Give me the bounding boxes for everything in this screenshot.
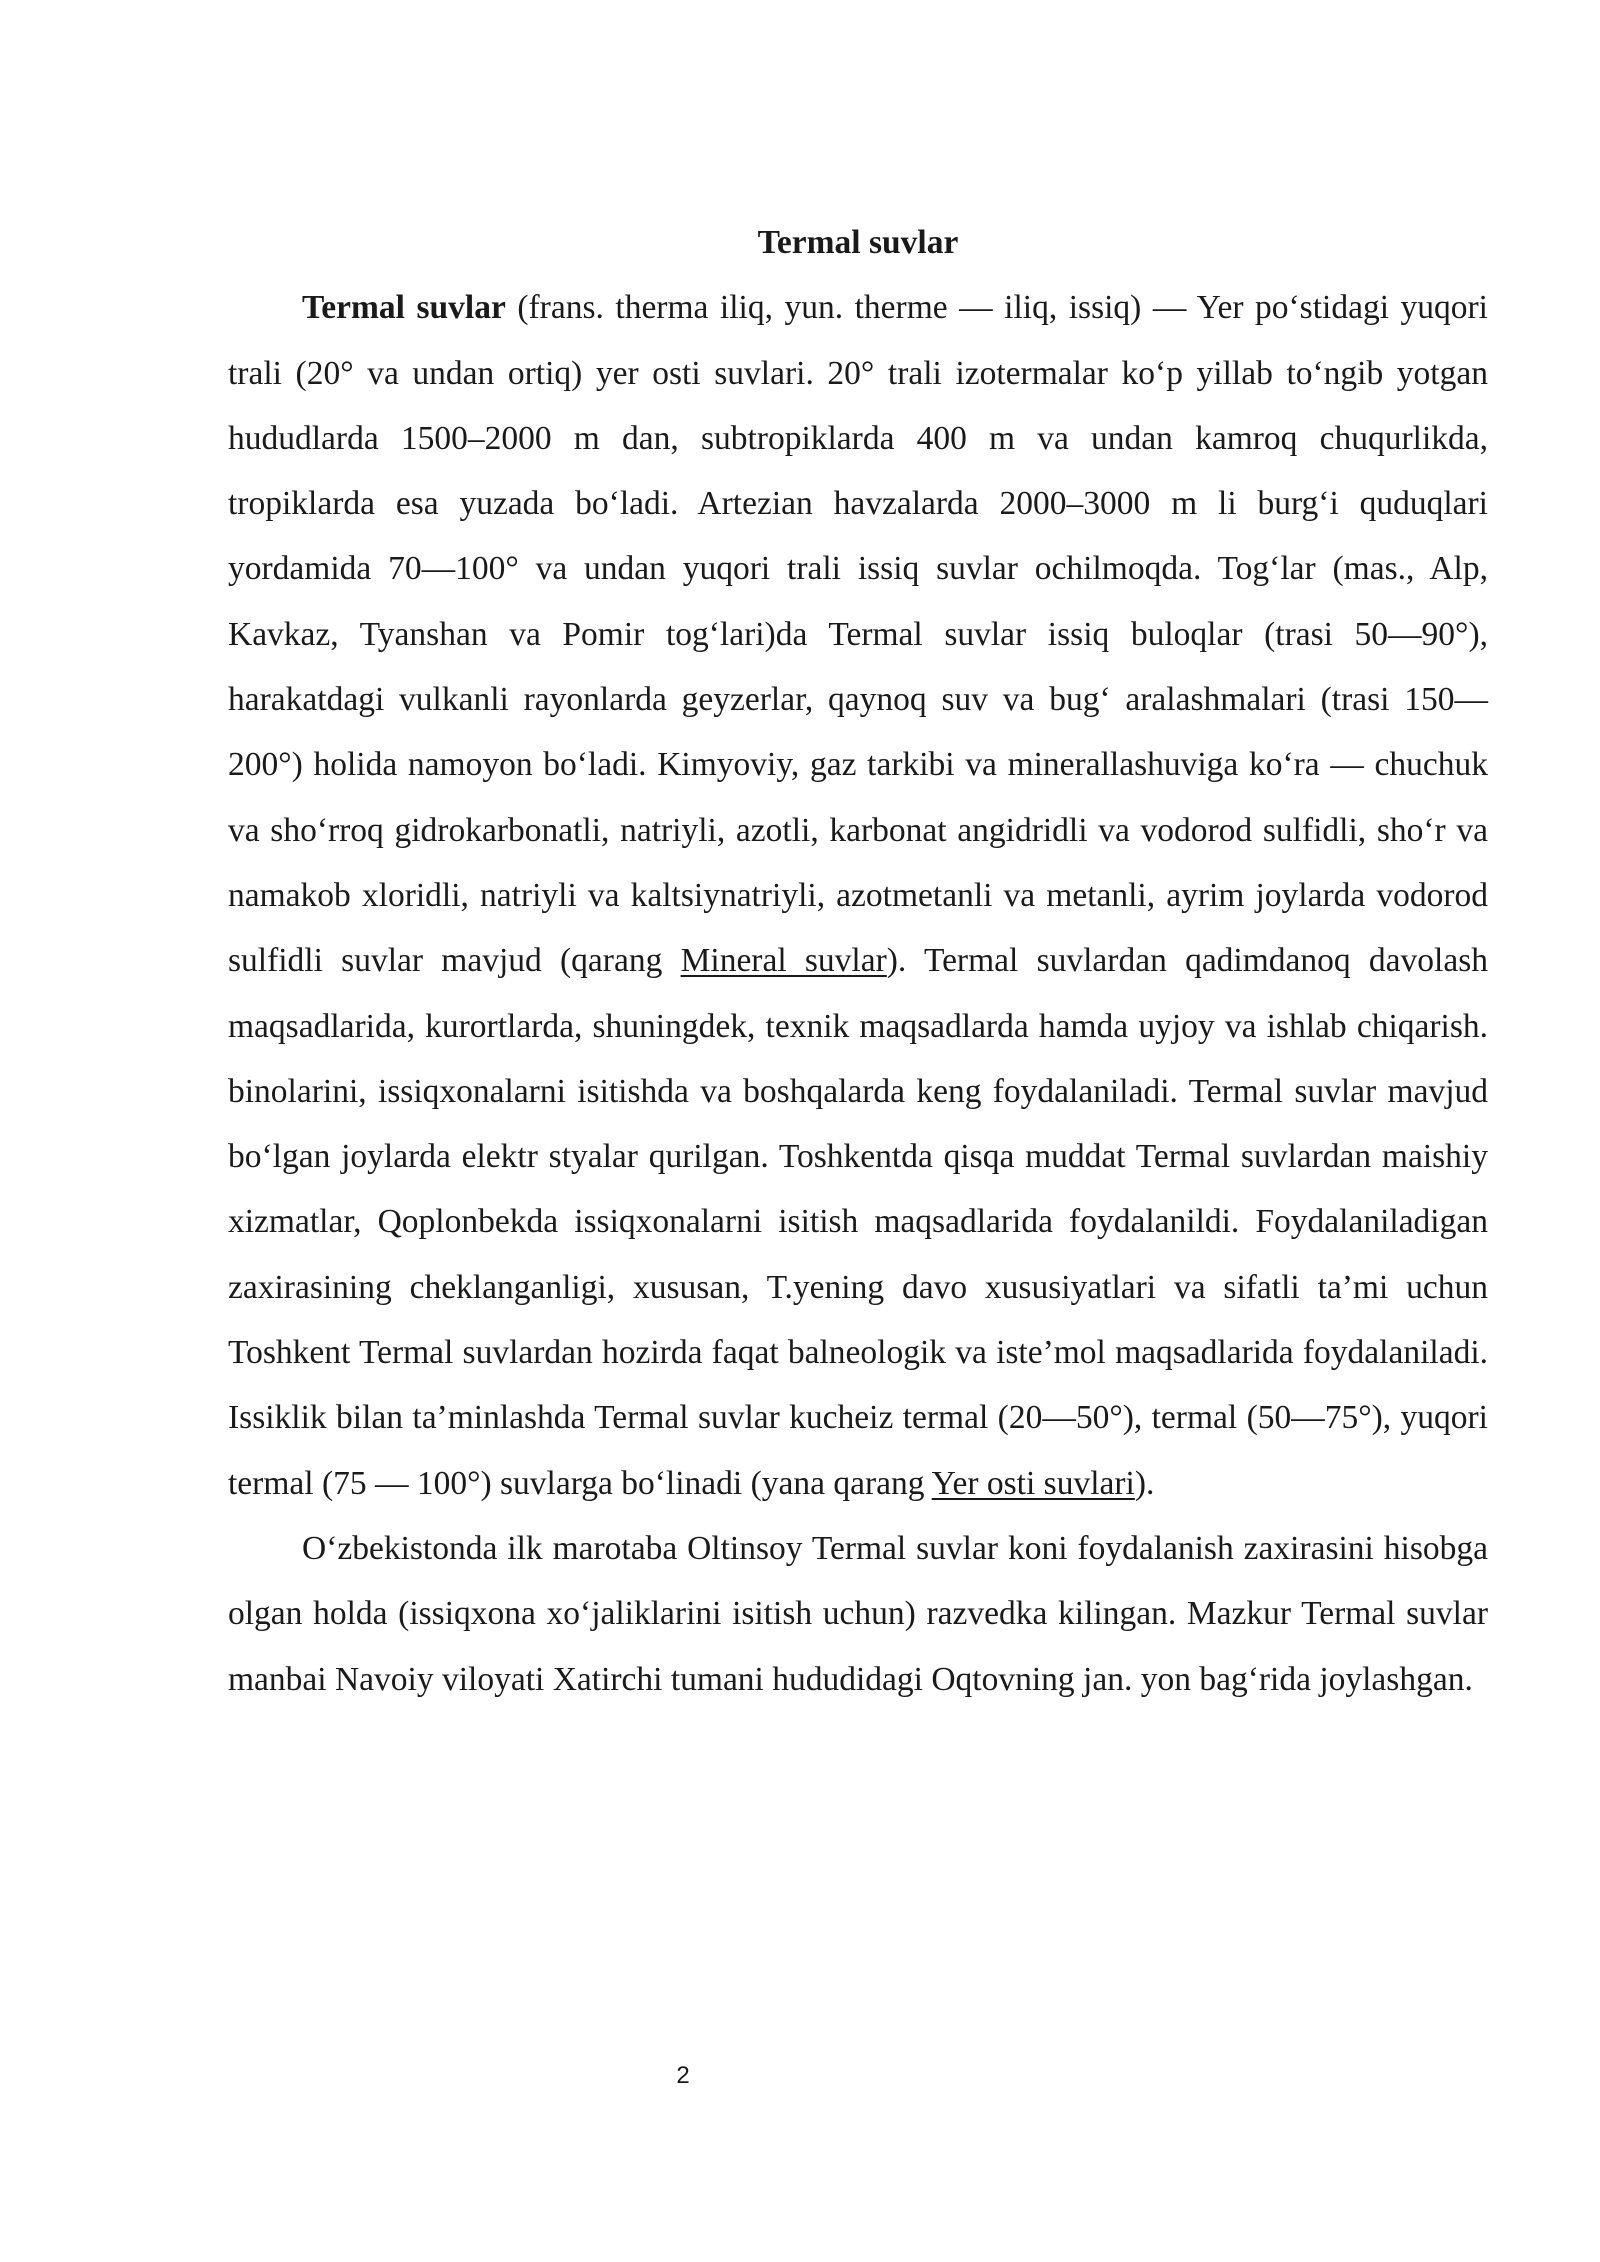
term-bold: Termal suvlar (302, 289, 506, 327)
paragraph-text-b: ). Termal suvlardan qadimdanoq davolash maqsadlarida, kurortlarda, shuningdek, texnik maqsadlarda hamda uyjoy va ishlab chiqarish. binolarini, issiqxonalarni isitishda va boshqalarda keng foydalaniladi. Termal suvlar mavjud bo‘lgan joylarda elektr styalar qurilgan. Toshkentda qisqa muddat Termal suvlardan maishiy xizmatlar, Qoplonbekda issiqxonalarni isitish maqsadlarida foydalanildi. Foydalaniladigan zaxirasining cheklanganligi, xususan, T.yening davo xususiyatlari va sifatli ta’mi uchun Toshkent Termal suvlardan hozirda faqat balneologik va iste’mol maqsadlarida foydalaniladi. Issiklik bilan ta’minlashda Termal suvlar kucheiz termal (20—50°), termal (50—75°), yuqori termal (75 — 100°) suvlarga bo‘linadi (yana qarang (228, 942, 1489, 1502)
paragraph-text-a: (frans. therma iliq, yun. therme — iliq, issiq) — Yer po‘stidagi yuqori trali (20° va undan ortiq) yer osti suvlari. 20° trali izotermalar ko‘p yillab to‘ngib yotgan hududlarda 1500–2000 m dan, subtropiklarda 400 m va undan kamroq chuqurlikda, tropiklarda esa yuzada bo‘ladi. Artezian havzalarda 2000–3000 m li burg‘i quduqlari yordamida 70—100° va undan yuqori trali issiq suvlar ochilmoqda. Tog‘lar (mas., Alp, Kavkaz, Tyanshan va Pomir tog‘lari)da Termal suvlar issiq buloqlar (trasi 50—90°), harakatdagi vulkanli rayonlarda geyzerlar, qaynoq suv va bug‘ aralashmalari (trasi 150— 200°) holida namoyon bo‘ladi. Kimyoviy, gaz tarkibi va minerallashuviga ko‘ra — chuchuk va sho‘rroq gidrokarbonatli, natriyli, azotli, karbonat angidridli va vodorod sulfidli, sho‘r va namakob xloridli, natriyli va kaltsiynatriyli, azotmetanli va metanli, ayrim joylarda vodorod sulfidli suvlar mavjud (qarang (228, 289, 1488, 980)
page-number: 2 (676, 2062, 690, 2089)
document-body (228, 210, 1488, 1712)
paragraph-text-c: ). (1134, 1464, 1155, 1502)
page-title: Termal suvlar (757, 224, 959, 261)
link-mineral-suvlar[interactable]: Mineral suvlar (680, 942, 887, 980)
paragraph-definition (228, 275, 1488, 1516)
paragraph-uzbekistan: O‘zbekistonda ilk marotaba Oltinsoy Termal suvlar koni foydalanish zaxirasini hisobga olgan holda (issiqxona xo‘jaliklarini isitish uchun) razvedka kilingan. Mazkur Termal suvlar manbai Navoiy viloyati Xatirchi tumani hududidagi Oqtovning jan. yon bag‘rida joylashgan. (228, 1529, 1488, 1698)
link-yer-osti-suvlari[interactable]: Yer osti suvlari (931, 1464, 1135, 1502)
